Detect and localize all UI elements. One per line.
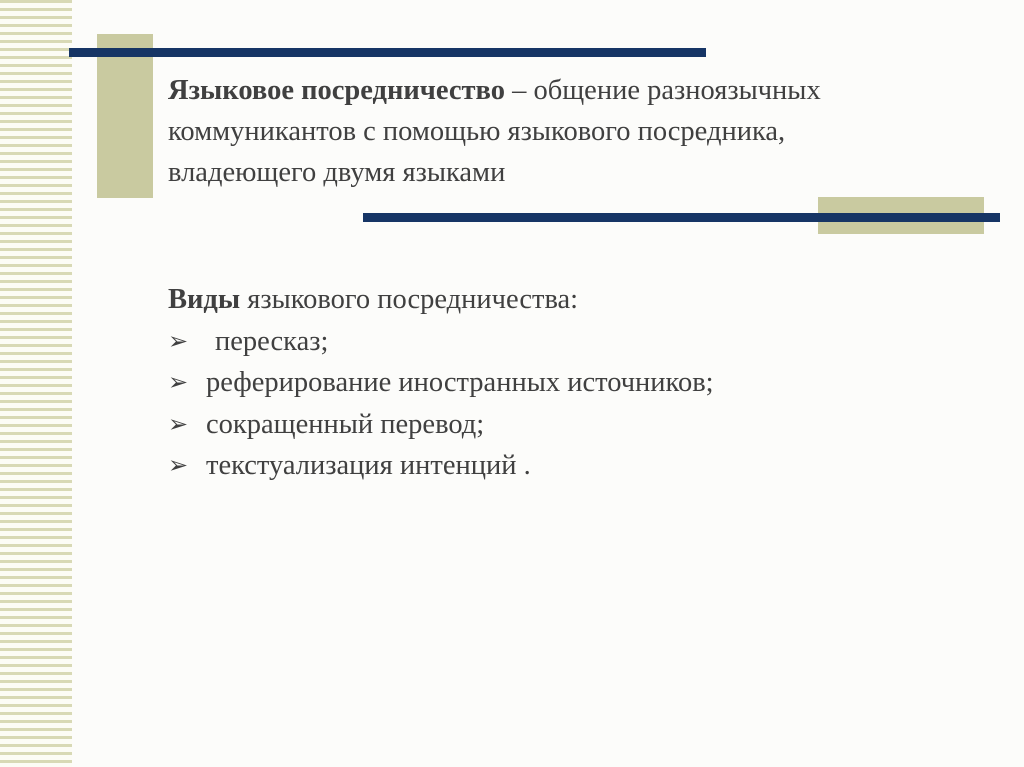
- types-title-bold: Виды: [168, 284, 241, 315]
- list-item-text: сокращенный перевод;: [206, 408, 485, 440]
- types-block: [168, 279, 988, 487]
- decorative-navy-line-top: [69, 48, 706, 57]
- definition-dash: –: [504, 75, 534, 106]
- definition-line-1: [168, 70, 968, 111]
- list-item: [168, 321, 988, 363]
- list-item: [168, 445, 988, 487]
- decorative-navy-line-bottom: [363, 213, 1000, 222]
- arrow-bullet-icon: ➢: [168, 326, 189, 355]
- list-item-text: текстуализация интенций .: [206, 450, 531, 481]
- definition-line-1-rest: общение разноязычных: [533, 75, 821, 106]
- list-item: [168, 404, 988, 446]
- definition-block: [168, 70, 968, 193]
- types-title: [168, 279, 988, 321]
- arrow-bullet-icon: ➢: [168, 409, 189, 438]
- types-title-rest: языкового посредничества:: [240, 284, 579, 315]
- definition-line-2: коммуникантов с помощью языкового посредника,: [168, 116, 786, 147]
- decorative-tan-block-top: [97, 34, 153, 198]
- list-item-text: реферирование иностранных источников;: [206, 367, 714, 398]
- decorative-stripes: [0, 0, 72, 767]
- definition-line-3: владеющего двумя языками: [168, 157, 506, 188]
- list-item: [168, 362, 988, 404]
- arrow-bullet-icon: ➢: [168, 451, 189, 479]
- list-item-text: пересказ;: [215, 325, 329, 357]
- types-list: [168, 321, 988, 487]
- arrow-bullet-icon: ➢: [168, 368, 189, 396]
- definition-term: Языковое посредничество: [168, 75, 505, 106]
